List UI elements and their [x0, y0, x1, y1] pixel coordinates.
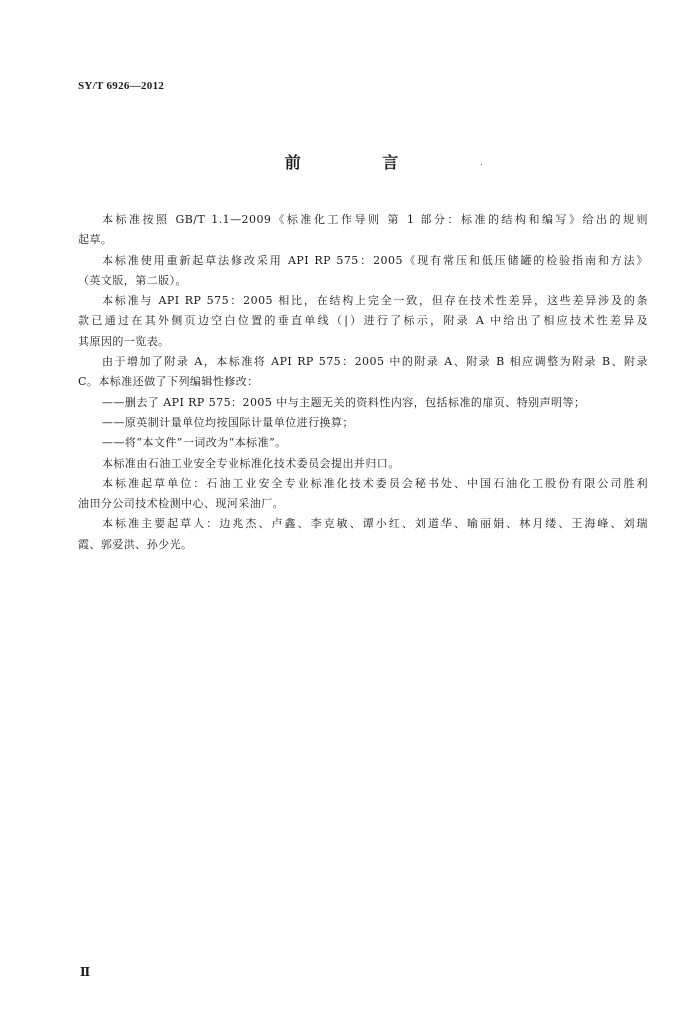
paragraph-line: 由于增加了附录 A，本标准将 API RP 575：2005 中的附录 A、附录 B 相应调整为附录 B、附录: [102, 355, 648, 369]
paragraph-line: 款已通过在其外侧页边空白位置的垂直单线（|）进行了标示，附录 A 中给出了相应技术性差异及: [78, 314, 648, 328]
paragraph-line: 本标准起草单位：石油工业安全专业标准化技术委员会秘书处、中国石油化工股份有限公司胜利: [102, 476, 648, 490]
page-title: 前 言: [284, 153, 437, 172]
paragraph-line: C。本标准还做了下列编辑性修改：: [78, 375, 259, 389]
foreword-body: [78, 210, 648, 555]
paragraph-line: （英文版，第二版）。: [78, 273, 187, 287]
paragraph-line: 本标准由石油工业安全专业标准化技术委员会提出并归口。: [102, 456, 400, 470]
paragraph-line: 其原因的一览表。: [78, 334, 170, 348]
list-item: ——原英制计量单位均按国际计量单位进行换算；: [102, 415, 354, 429]
standard-code-header: SY/T 6926—2012: [78, 80, 165, 92]
list-item: ——将“本文件”一词改为“本标准”。: [102, 436, 287, 450]
paragraph-line: 油田分公司技术检测中心、现河采油厂。: [78, 497, 285, 511]
paragraph-line: 霞、郭爱洪、孙少光。: [78, 537, 193, 551]
paragraph-line: 本标准主要起草人：边兆杰、卢鑫、李克敏、谭小红、刘道华、喻丽娟、林月缕、王海峰、刘瑞: [102, 517, 648, 531]
paragraph-line: 起草。: [78, 233, 113, 247]
paragraph-line: 本标准使用重新起草法修改采用 API RP 575：2005《现有常压和低压储罐的检验指南和方法》: [102, 253, 648, 267]
paragraph-line: 本标准按照 GB/T 1.1—2009《标准化工作导则 第 1 部分：标准的结构和编写》给出的规则: [102, 213, 648, 226]
paragraph-line: 本标准与 API RP 575：2005 相比，在结构上完全一致，但存在技术性差异，这些差异涉及的条: [102, 294, 648, 308]
list-item: ——删去了 API RP 575：2005 中与主题无关的资料性内容，包括标准的扉页、特别声明等；: [102, 395, 586, 409]
scan-speck: [481, 164, 482, 165]
page-number: Ⅱ: [80, 965, 91, 979]
